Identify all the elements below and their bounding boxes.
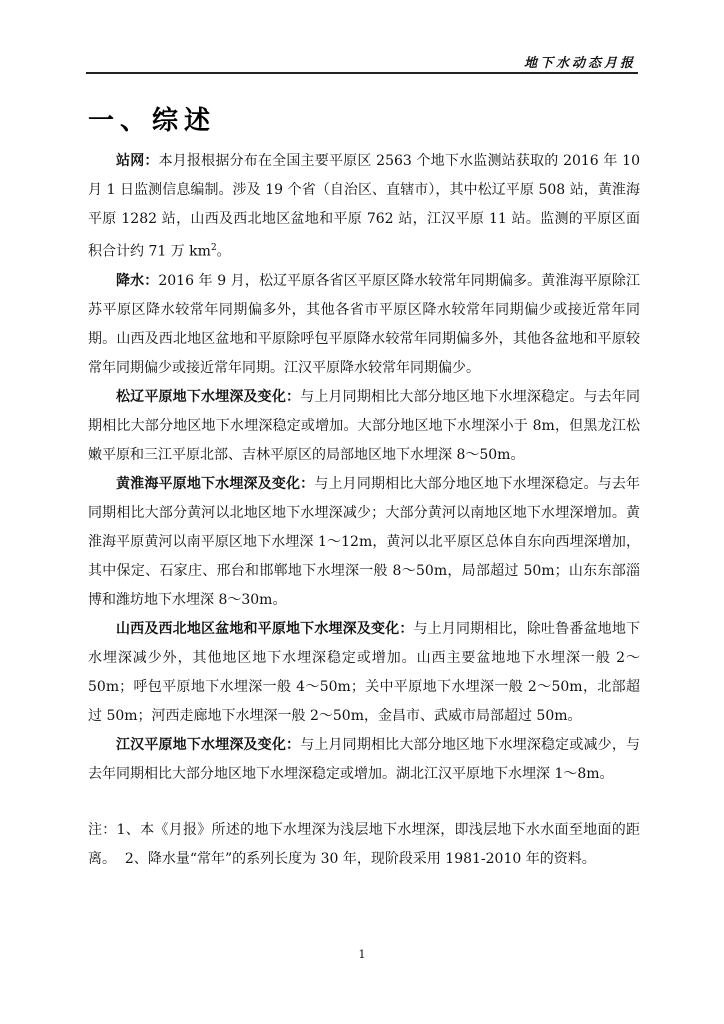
footnote-part-1: 注：1、本《月报》所述的地下水埋深为浅层地下水埋深，即浅层地下水水面至地面的距离。 [88,822,640,867]
paragraph-lead: 山西及西北地区盆地和平原地下水埋深及变化： [116,620,414,637]
paragraph-text: 本月报根据分布在全国主要平原区 2563 个地下水监测站获取的 2016 年 10 月 1 日监测信息编制。涉及 19 个省（自治区、直辖市），其中松辽平原 508 站，黄淮海平原 1282 站，山西及西北地区盆地和平原 762 站，江汉平原 11 站。监测的平原区面积合计约 71 万 km [88,153,640,260]
paragraph-songliao [88,383,640,470]
paragraph-station-network [88,147,640,267]
paragraph-text: 与上月同期相比大部分地区地下水埋深稳定或减少，与去年同期相比大部分地区地下水埋深稳定或增加。湖北江汉平原地下水埋深 1～8m。 [88,736,641,782]
paragraph-text: 与上月同期相比大部分地区地下水埋深稳定。与去年同期相比大部分地区地下水埋深稳定或增加。大部分地区地下水埋深小于 8m，但黑龙江松嫩平原和三江平原北部、吉林平原区的局部地区地下水埋深 8～50m。 [88,388,641,463]
paragraph-lead: 江汉平原地下水埋深及变化： [116,736,301,753]
paragraph-text: 与上月同期相比，除吐鲁番盆地地下水埋深减少外，其他地区地下水埋深稳定或增加。山西主要盆地地下水埋深一般 2～50m；呼包平原地下水埋深一般 4～50m；关中平原地下水埋深一般 2～50m，北部超过 50m；河西走廊地下水埋深一般 2～50m，金昌市、武威市局部超过 50m。 [88,620,640,724]
paragraph-tail: 。 [216,243,231,260]
paragraph-lead: 松辽平原地下水埋深及变化： [116,388,301,405]
paragraph-lead: 黄淮海平原地下水埋深及变化： [116,475,315,492]
running-header-title: 地下水动态月报 [523,56,636,71]
paragraph-precipitation [88,267,640,383]
footnote [88,816,640,874]
paragraph-text: 2016 年 9 月，松辽平原各省区平原区降水较常年同期偏多。黄淮海平原除江苏平原区降水较常年同期偏多外，其他各省市平原区降水较常年同期偏少或接近常年同期。山西及西北地区盆地和平原除呼包平原降水较常年同期偏多外，其他各盆地和平原较常年同期偏少或接近常年同期。江汉平原降水较常年同期偏少。 [88,272,641,376]
paragraph-text: 与上月同期相比大部分地区地下水埋深稳定。与去年同期相比大部分黄河以北地区地下水埋深减少；大部分黄河以南地区地下水埋深增加。黄淮海平原黄河以南平原区地下水埋深 1～12m，黄河以北平原区总体自东向西埋深增加，其中保定、石家庄、邢台和邯郸地下水埋深一般 8～50m，局部超过 50m；山东东部淄博和潍坊地下水埋深 8～30m。 [88,475,641,608]
paragraph-lead: 站网： [116,153,159,169]
superscript: 2 [210,243,217,253]
body-text [88,147,640,789]
paragraph-huanghuaihai [88,470,640,615]
header-divider [86,72,638,74]
section-heading: 一、综述 [88,106,217,136]
paragraph-shanxi-northwest [88,615,640,731]
footnote-part-2: 2、降水量“常年”的系列长度为 30 年，现阶段采用 1981-2010 年的资料。 [124,851,596,867]
paragraph-lead: 降水： [116,272,159,289]
paragraph-jianghan [88,731,640,789]
page-number: 1 [358,948,366,961]
